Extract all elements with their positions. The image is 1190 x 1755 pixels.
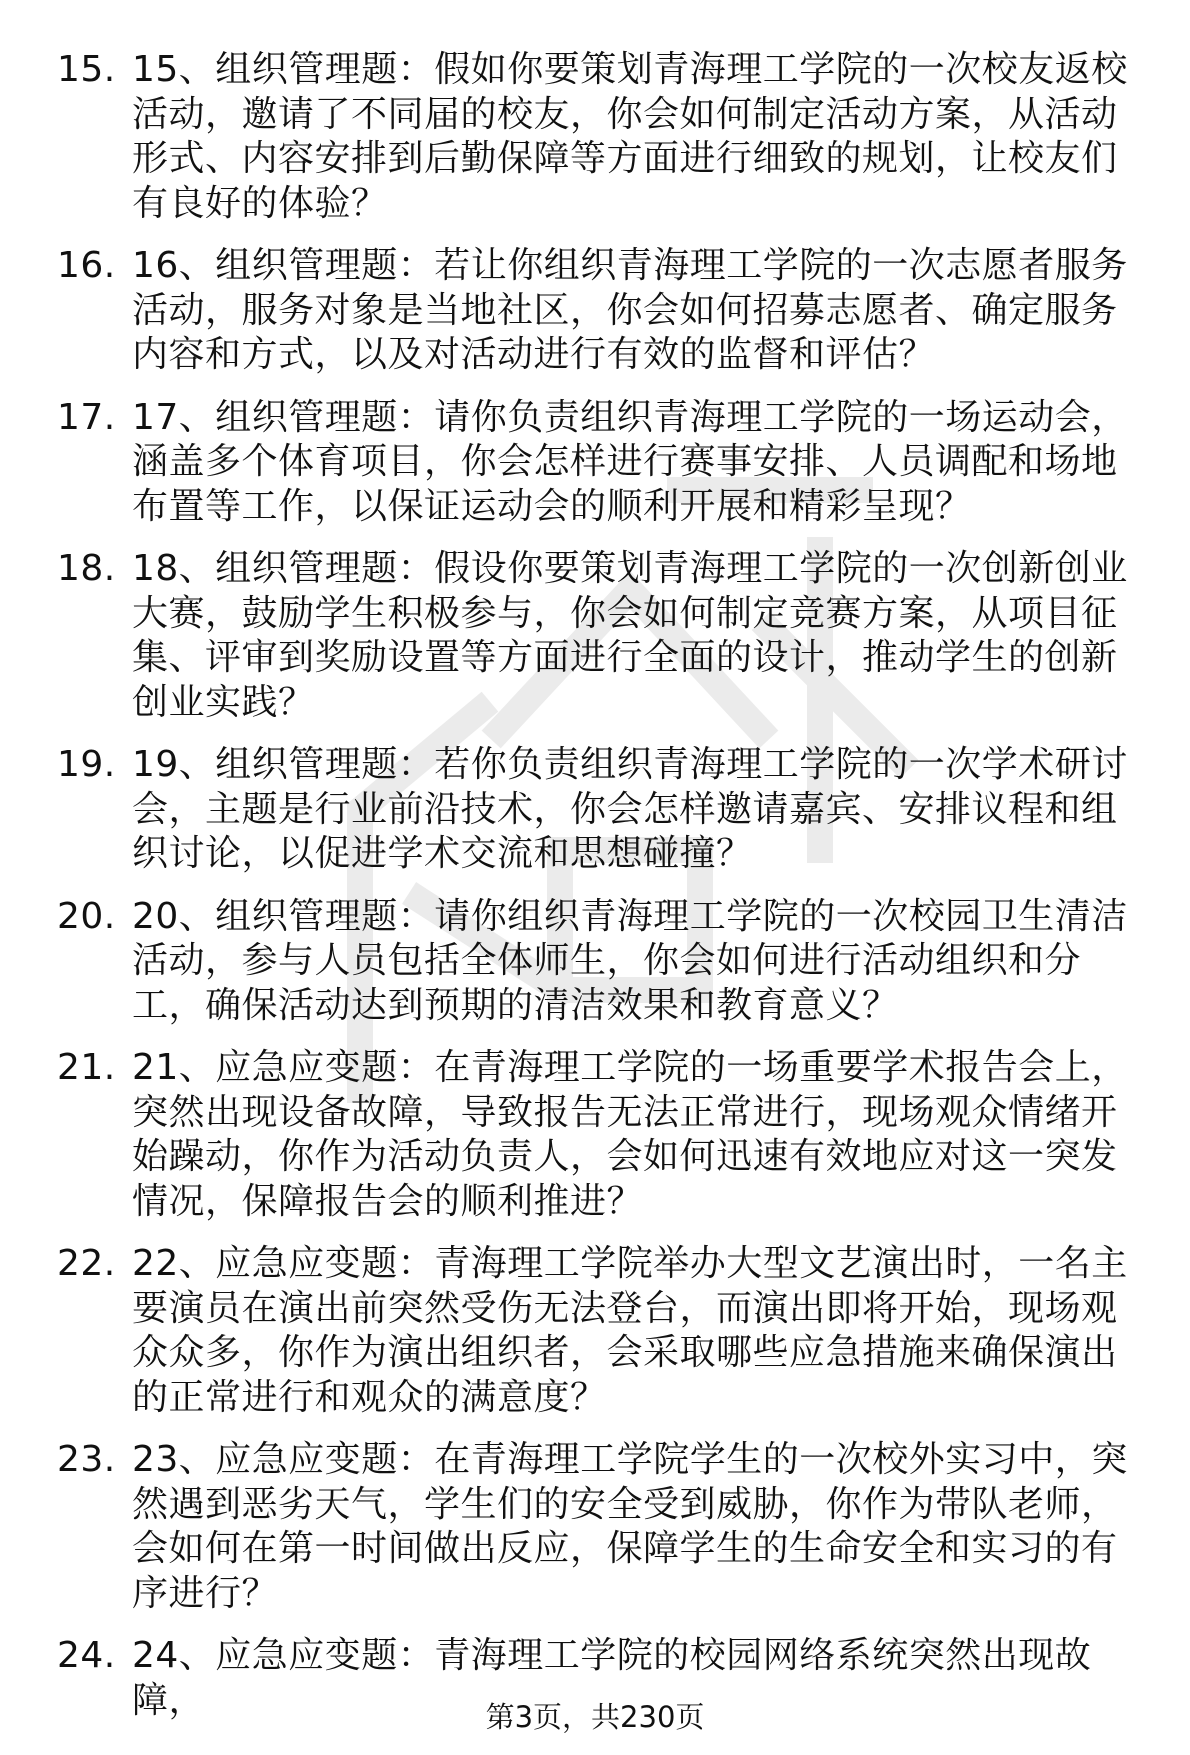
question-item xyxy=(0,48,1190,226)
question-item xyxy=(0,895,1190,1029)
question-text: 16、组织管理题：若让你组织青海理工学院的一次志愿者服务活动，服务对象是当地社区，你会如何招募志愿者、确定服务内容和方式，以及对活动进行有效的监督和评估？ xyxy=(132,245,1128,375)
question-number: 19. xyxy=(57,744,116,785)
question-text: 18、组织管理题：假设你要策划青海理工学院的一次创新创业大赛，鼓励学生积极参与，你会如何制定竞赛方案，从项目征集、评审到奖励设置等方面进行全面的设计，推动学生的创新创业实践？ xyxy=(132,548,1128,723)
question-number: 18. xyxy=(57,548,116,589)
question-text: 17、组织管理题：请你负责组织青海理工学院的一场运动会，涵盖多个体育项目，你会怎样进行赛事安排、人员调配和场地布置等工作，以保证运动会的顺利开展和精彩呈现？ xyxy=(132,396,1128,527)
question-item xyxy=(0,396,1190,530)
question-text: 19、组织管理题：若你负责组织青海理工学院的一次学术研讨会，主题是行业前沿技术，你会怎样邀请嘉宾、安排议程和组织讨论，以促进学术交流和思想碰撞？ xyxy=(132,744,1128,874)
question-text: 23、应急应变题：在青海理工学院学生的一次校外实习中，突然遇到恶劣天气，学生们的安全受到威胁，你作为带队老师，会如何在第一时间做出反应，保障学生的生命安全和实习的有序进行？ xyxy=(132,1439,1128,1614)
question-text: 22、应急应变题：青海理工学院举办大型文艺演出时，一名主要演员在演出前突然受伤无法登台，而演出即将开始，现场观众众多，你作为演出组织者，会采取哪些应急措施来确保演出的正常进行和观众的满意度？ xyxy=(132,1243,1128,1418)
question-list xyxy=(0,48,1190,1741)
question-item xyxy=(0,244,1190,378)
question-number: 17. xyxy=(57,396,116,438)
question-number: 16. xyxy=(57,245,116,286)
question-number: 24. xyxy=(57,1635,116,1676)
question-item xyxy=(0,743,1190,877)
question-text: 20、组织管理题：请你组织青海理工学院的一次校园卫生清洁活动，参与人员包括全体师生，你会如何进行活动组织和分工，确保活动达到预期的清洁效果和教育意义？ xyxy=(132,895,1128,1026)
question-number: 15. xyxy=(57,49,116,90)
question-number: 23. xyxy=(57,1439,116,1480)
question-item xyxy=(0,547,1190,725)
question-item xyxy=(0,1046,1190,1224)
question-text: 24、应急应变题：青海理工学院的校园网络系统突然出现故障， xyxy=(132,1635,1092,1721)
question-number: 20. xyxy=(57,895,116,937)
question-text: 15、组织管理题：假如你要策划青海理工学院的一次校友返校活动，邀请了不同届的校友，你会如何制定活动方案，从活动形式、内容安排到后勤保障等方面进行细致的规划，让校友们有良好的体验？ xyxy=(132,49,1128,224)
question-item xyxy=(0,1242,1190,1420)
question-number: 22. xyxy=(57,1243,116,1284)
question-item xyxy=(0,1438,1190,1616)
question-number: 21. xyxy=(57,1047,116,1088)
question-text: 21、应急应变题：在青海理工学院的一场重要学术报告会上，突然出现设备故障，导致报告无法正常进行，现场观众情绪开始躁动，你作为活动负责人，会如何迅速有效地应对这一突发情况，保障报告会的顺利推进？ xyxy=(132,1047,1128,1222)
page-footer: 第3页，共230页 xyxy=(485,1700,705,1734)
